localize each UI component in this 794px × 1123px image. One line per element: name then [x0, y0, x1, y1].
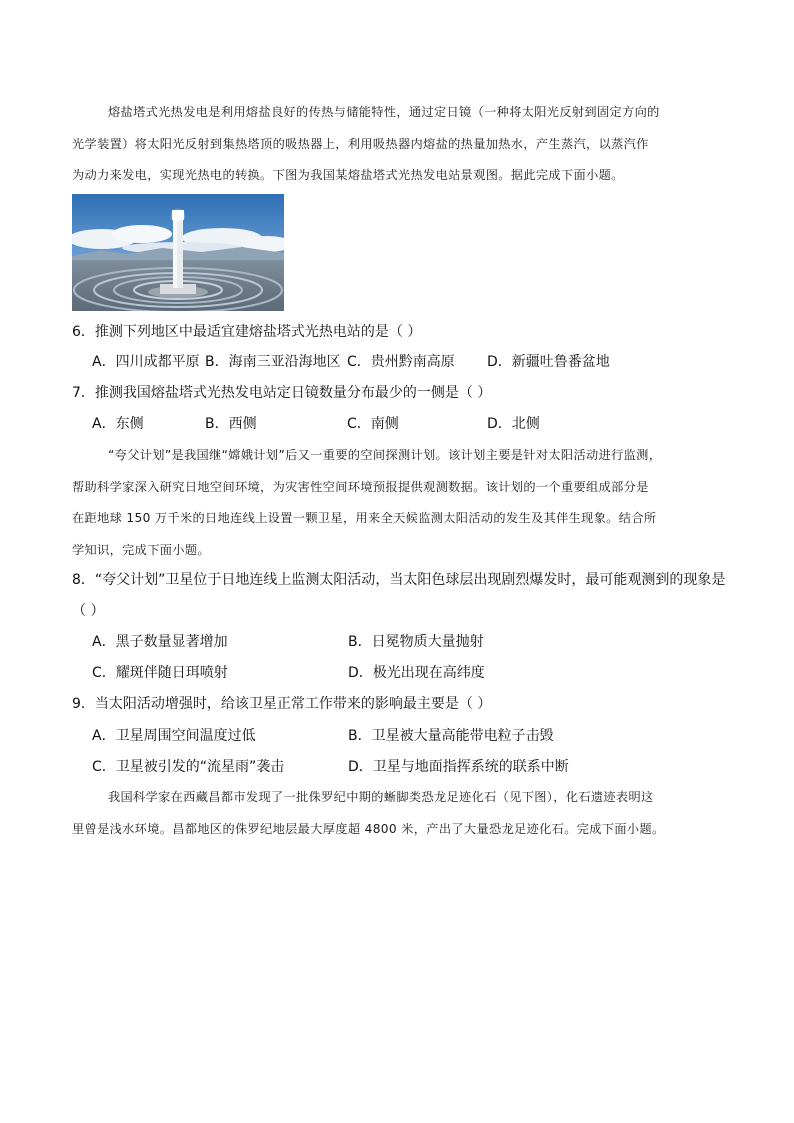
q8-option-d: D．极光出现在高纬度 — [348, 665, 485, 681]
q6-option-b: B．海南三亚沿海地区 — [205, 354, 341, 370]
q7-option-a: A．东侧 — [92, 416, 144, 432]
q6-option-d: D．新疆吐鲁番盆地 — [487, 354, 610, 370]
passage-line: 熔盐塔式光热发电是利用熔盐良好的传热与储能特性，通过定日镜（一种将太阳光反射到固定方向的 — [108, 105, 660, 119]
q9-option-c: C．卫星被引发的“流星雨”袭击 — [92, 759, 285, 775]
q7-option-d: D．北侧 — [487, 416, 540, 432]
q9-option-a: A．卫星周围空间温度过低 — [92, 728, 256, 744]
passage-line: 里曾是浅水环境。昌都地区的侏罗纪地层最大厚度超 4800 米，产出了大量恐龙足迹化石。完成下面小题。 — [72, 821, 665, 836]
question-8-stem: 8．“夸父计划”卫星位于日地连线上监测太阳活动，当太阳色球层出现剧烈爆发时，最可能观测到的现象是 — [72, 572, 726, 588]
q7-option-c: C．南侧 — [347, 416, 399, 432]
q7-option-b: B．西侧 — [205, 416, 257, 432]
question-8-stem-cont: （ ） — [72, 603, 105, 619]
q8-option-b: B．日冕物质大量抛射 — [348, 634, 484, 650]
question-9-stem: 9．当太阳活动增强时，给该卫星正常工作带来的影响最主要是（ ） — [72, 696, 492, 712]
passage-dinosaur-footprints — [72, 782, 724, 845]
passage-line: 在距地球 150 万千米的日地连线上设置一颗卫星，用来全天候监测太阳活动的发生及其伴生现象。结合所 — [72, 511, 657, 525]
passage-solar-thermal — [72, 97, 724, 192]
passage-line: 为动力来发电，实现光热电的转换。下图为我国某熔盐塔式光热发电站景观图。据此完成下面小题。 — [72, 168, 624, 182]
question-6-stem: 6．推测下列地区中最适宜建熔盐塔式光热电站的是（ ） — [72, 324, 422, 340]
q8-option-a: A．黑子数量显著增加 — [92, 634, 228, 650]
passage-line: 我国科学家在西藏昌都市发现了一批侏罗纪中期的蜥脚类恐龙足迹化石（见下图），化石遗迹表明这 — [108, 790, 654, 804]
q6-option-c: C．贵州黔南高原 — [347, 354, 455, 370]
solar-tower-photo — [72, 194, 284, 311]
q8-option-c: C．耀斑伴随日珥喷射 — [92, 665, 228, 681]
passage-line: 学知识，完成下面小题。 — [72, 542, 210, 557]
passage-line: “夸父计划”是我国继“嫦娥计划”后又一重要的空间探测计划。该计划主要是针对太阳活动进行监测， — [108, 448, 662, 462]
passage-kuafu-plan — [72, 440, 724, 566]
q6-option-a: A．四川成都平原 — [92, 354, 200, 370]
question-7-stem: 7．推测我国熔盐塔式光热发电站定日镜数量分布最少的一侧是（ ） — [72, 385, 492, 401]
q9-option-d: D．卫星与地面指挥系统的联系中断 — [348, 759, 569, 775]
passage-line: 光学装置）将太阳光反射到集热塔顶的吸热器上，利用吸热器内熔盐的热量加热水，产生蒸汽，以蒸汽作 — [72, 136, 649, 151]
q9-option-b: B．卫星被大量高能带电粒子击毁 — [348, 728, 554, 744]
passage-line: 帮助科学家深入研究日地空间环境，为灾害性空间环境预报提供观测数据。该计划的一个重要组成部分是 — [72, 479, 649, 494]
